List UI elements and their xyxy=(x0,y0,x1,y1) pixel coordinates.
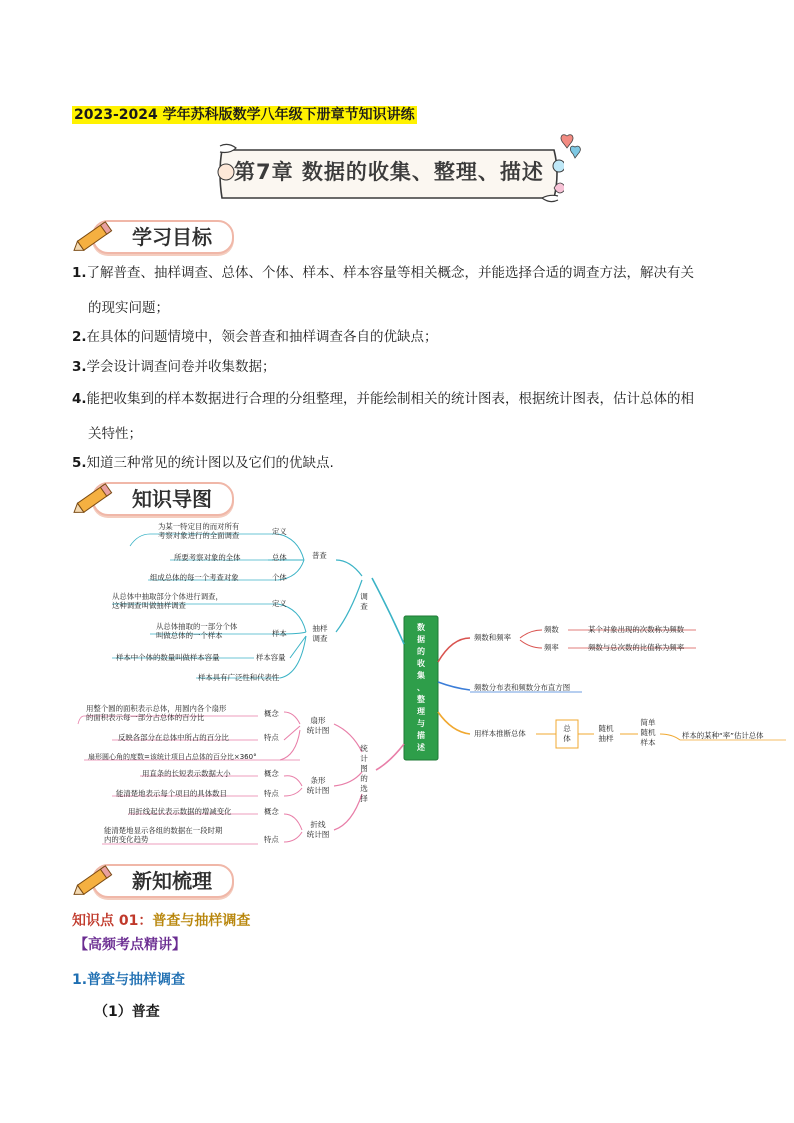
node-line: 统计图 xyxy=(306,830,330,839)
node-survey xyxy=(358,592,370,612)
node-estimate: 用样本推断总体 xyxy=(474,729,526,738)
node-simple-random-sample xyxy=(636,718,660,748)
leaf-estimate-rate: 样本的某种“率”估计总体 xyxy=(682,731,764,740)
leaf-bar-concept: 用直条的长短表示数据大小 xyxy=(142,769,231,778)
leaf-pie-angle: 扇形圆心角的度数=该统计项目占总体的百分比×360° xyxy=(88,753,257,761)
leaf-sampling-def xyxy=(112,592,223,610)
node-line: 调查 xyxy=(312,634,328,643)
section-title-review: 新知梳理 xyxy=(132,869,212,893)
node-char: 的 xyxy=(360,774,368,783)
node-char: 图 xyxy=(360,764,368,773)
node-char: 计 xyxy=(360,754,368,763)
node-line: 简单 xyxy=(640,718,656,727)
leaf-line-feature xyxy=(104,826,222,844)
leaf-line: 这种调查叫做抽样调查 xyxy=(112,601,186,610)
leaf-sample-property: 样本具有广泛性和代表性 xyxy=(198,673,280,682)
node-line-chart xyxy=(302,820,334,840)
tag-frequency-rate: 频率 xyxy=(544,643,559,652)
leaf-line: 内的变化趋势 xyxy=(104,835,149,844)
tag-pie-feature: 特点 xyxy=(264,733,279,742)
center-char: 与 xyxy=(417,719,425,728)
section-title-goals: 学习目标 xyxy=(132,225,212,249)
leaf-line: 用整个圆的面积表示总体，用圆内各个扇形 xyxy=(86,704,227,713)
node-line: 随机 xyxy=(640,728,656,737)
leaf-line: 叫做总体的一个样本 xyxy=(156,631,223,640)
center-char: 、 xyxy=(417,683,425,692)
subheading-census: （1）普查 xyxy=(94,1004,160,1020)
tag-line-feature: 特点 xyxy=(264,835,279,844)
goal-text: 知道三种常见的统计图以及它们的优缺点. xyxy=(86,455,334,471)
header-highlight: 2023-2024 学年苏科版数学八年级下册章节知识讲练 xyxy=(74,107,415,123)
center-char: 据 xyxy=(417,635,425,644)
goal-2 xyxy=(72,328,732,346)
node-line: 折线 xyxy=(310,820,326,829)
knowledge-point-title xyxy=(72,910,250,930)
knowledge-point-name: 普查与抽样调查 xyxy=(152,913,251,929)
node-line: 样本 xyxy=(640,738,656,747)
goal-4-cont: 关特性； xyxy=(88,426,142,442)
tag-bar-concept: 概念 xyxy=(264,769,279,778)
leaf-line: 从总体抽取的一部分个体 xyxy=(156,622,238,631)
node-census: 普查 xyxy=(312,551,327,560)
leaf-pie-concept xyxy=(86,704,226,722)
node-pie-chart xyxy=(302,716,334,736)
goal-number: 2. xyxy=(72,329,87,345)
node-line: 统计图 xyxy=(306,786,330,795)
node-line: 抽样 xyxy=(312,624,328,633)
leaf-line: 能清楚地显示各组的数据在一段时期 xyxy=(104,826,223,835)
node-line: 随机 xyxy=(598,724,614,733)
leaf-bar-feature: 能清楚地表示每个项目的具体数目 xyxy=(116,789,227,798)
leaf-individual: 组成总体的每一个考查对象 xyxy=(150,573,239,582)
pencil-icon xyxy=(70,861,118,901)
goal-5 xyxy=(72,454,732,472)
leaf-population: 所要考察对象的全体 xyxy=(174,553,241,562)
goal-number: 4. xyxy=(72,391,87,407)
goal-text: 在具体的问题情境中，领会普查和抽样调查各自的优缺点； xyxy=(86,329,438,345)
goal-number: 5. xyxy=(72,455,87,471)
center-char: 理 xyxy=(417,707,425,716)
subheading-census-sampling: 1.普查与抽样调查 xyxy=(72,972,186,988)
node-char: 选 xyxy=(360,784,368,793)
center-char: 整 xyxy=(417,695,425,704)
leaf-pie-feature: 反映各部分在总体中所占的百分比 xyxy=(118,733,229,742)
node-line: 扇形 xyxy=(310,716,326,725)
center-char: 描 xyxy=(417,731,425,740)
goal-number: 1. xyxy=(72,265,87,281)
leaf-line: 考察对象进行的全面调查 xyxy=(158,531,240,540)
node-population xyxy=(560,724,574,744)
center-char: 收 xyxy=(417,659,425,668)
goal-text: 能把收集到的样本数据进行合理的分组整理，并能绘制相关的统计图表，根据统计图表，估计总体的相 xyxy=(86,391,695,407)
leaf-line: 从总体中抽取部分个体进行调查， xyxy=(112,592,223,601)
leaf-line: 的面积表示每一部分占总体的百分比 xyxy=(86,713,205,722)
high-frequency-label: 【高频考点精讲】 xyxy=(74,937,186,953)
node-distribution: 频数分布表和频数分布直方图 xyxy=(474,683,571,692)
mind-map-branches xyxy=(0,512,794,862)
mind-map-center xyxy=(406,622,436,754)
tag-population: 总体 xyxy=(272,553,287,562)
tag-frequency-count: 频数 xyxy=(544,625,559,634)
goal-text: 了解普查、抽样调查、总体、个体、样本、样本容量等相关概念，并能选择合适的调查方法，解决有关 xyxy=(86,265,695,281)
node-char: 查 xyxy=(360,602,368,611)
goal-1 xyxy=(72,264,732,282)
center-char: 数 xyxy=(417,623,425,632)
tag-sample: 样本 xyxy=(272,629,287,638)
leaf-sample-size: 样本中个体的数量叫做样本容量 xyxy=(116,653,220,662)
goal-4 xyxy=(72,390,732,408)
leaf-line-concept: 用折线起伏表示数据的增减变化 xyxy=(128,807,232,816)
node-line: 抽样 xyxy=(598,734,614,743)
leaf-frequency-count: 某个对象出现的次数称为频数 xyxy=(588,625,685,634)
pencil-icon xyxy=(70,217,118,257)
tag-pie-concept: 概念 xyxy=(264,709,279,718)
goal-text: 学会设计调查问卷并收集数据； xyxy=(86,359,276,375)
node-char: 总 xyxy=(563,724,571,733)
knowledge-point-prefix: 知识点 01： xyxy=(72,913,153,929)
center-char: 集 xyxy=(417,671,425,680)
center-char: 的 xyxy=(417,647,425,656)
leaf-census-def xyxy=(158,522,239,540)
node-char: 调 xyxy=(360,592,368,601)
goal-number: 3. xyxy=(72,359,87,375)
node-sampling xyxy=(308,624,332,644)
tag-individual: 个体 xyxy=(272,573,287,582)
node-char: 统 xyxy=(360,744,368,753)
section-title-map: 知识导图 xyxy=(132,487,212,511)
node-charts xyxy=(358,744,370,804)
node-bar-chart xyxy=(302,776,334,796)
leaf-sample xyxy=(156,622,237,640)
hearts-icon xyxy=(556,130,586,164)
node-line: 统计图 xyxy=(306,726,330,735)
node-freq: 频数和频率 xyxy=(474,633,511,642)
leaf-frequency-rate: 频数与总次数的比值称为频率 xyxy=(588,643,685,652)
node-random-sampling xyxy=(592,724,620,744)
tag-bar-feature: 特点 xyxy=(264,789,279,798)
node-char: 择 xyxy=(360,794,368,803)
tag-sampling-def: 定义 xyxy=(272,599,287,608)
chapter-title-box xyxy=(214,140,564,206)
tag-census-def: 定义 xyxy=(272,527,287,536)
tag-line-concept: 概念 xyxy=(264,807,279,816)
goal-3 xyxy=(72,358,732,376)
header-banner xyxy=(72,104,417,124)
leaf-line: 为某一特定目的而对所有 xyxy=(158,522,240,531)
goal-1-cont: 的现实问题； xyxy=(88,300,169,316)
node-line: 条形 xyxy=(310,776,326,785)
mind-map xyxy=(0,512,794,862)
tag-sample-size: 样本容量 xyxy=(256,653,286,662)
chapter-title: 第7章 数据的收集、整理、描述 xyxy=(234,160,544,184)
center-char: 述 xyxy=(417,743,425,752)
node-char: 体 xyxy=(563,734,571,743)
